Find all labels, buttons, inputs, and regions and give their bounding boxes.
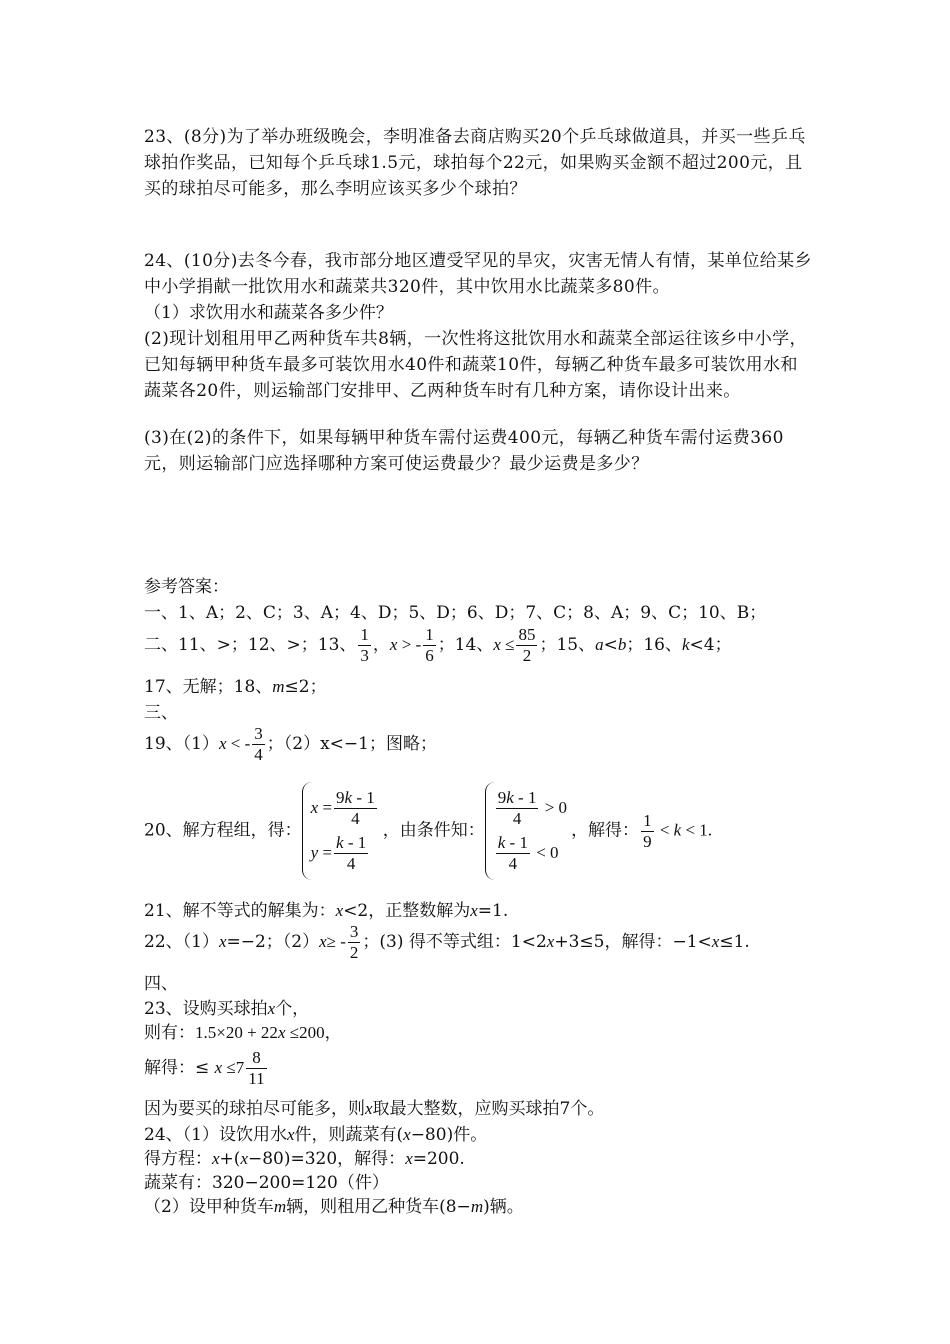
text: ≤7 — [222, 1058, 245, 1077]
fraction — [334, 788, 377, 829]
answer-24-line-2 — [144, 1146, 814, 1172]
text: +( — [219, 1149, 241, 1169]
denominator: 4 — [254, 745, 263, 764]
variable: x — [277, 1023, 286, 1042]
text: 9 — [497, 788, 507, 807]
variable: x — [319, 932, 327, 951]
answers-section-1: 一、1、A；2、C；3、A；4、D；5、D；6、D；7、C；8、A；9、C；10、B； — [144, 603, 767, 623]
variable: k — [336, 833, 344, 852]
answer-23-line-2 — [144, 1020, 814, 1046]
denominator: 3 — [360, 646, 369, 665]
variable: m — [470, 1197, 484, 1216]
denominator: 4 — [508, 854, 518, 873]
text: < 1. — [681, 820, 713, 840]
question-24-part-3: (3)在(2)的条件下，如果每辆甲种货车需付运费400元，每辆乙种货车需付运费360元，则运输部门应选择哪种方案可使运费最少？最少运费是多少？ — [144, 428, 784, 474]
text: 9 — [336, 788, 345, 807]
text: ≤1. — [719, 932, 750, 952]
text: 个， — [275, 999, 310, 1019]
system-row — [311, 788, 379, 829]
text: −80)件。 — [410, 1125, 488, 1145]
answer-21 — [144, 898, 814, 924]
text: ；（2）x<−1；图略； — [266, 734, 437, 754]
answers-heading: 参考答案： — [144, 577, 229, 597]
fraction — [496, 833, 530, 874]
text: 件，则蔬菜有( — [294, 1125, 404, 1145]
variable: x — [389, 635, 398, 654]
text: ；15、 — [539, 635, 596, 655]
denominator: 4 — [512, 809, 522, 828]
variable: m — [273, 1197, 287, 1216]
answer-22 — [144, 922, 814, 963]
condition-system — [485, 782, 571, 880]
text: （2）设甲种货车 — [144, 1197, 274, 1217]
variable: x — [310, 798, 319, 817]
fraction — [423, 625, 436, 666]
numerator — [496, 833, 530, 854]
variable: x — [470, 901, 478, 920]
fraction — [348, 922, 361, 963]
text: <4； — [689, 635, 732, 655]
text: 辆，则租用乙种货车(8− — [286, 1197, 471, 1217]
variable: x — [286, 1125, 295, 1144]
system-row — [494, 833, 567, 874]
text: ；14、 — [437, 635, 494, 655]
question-23: 23、(8分)为了举办班级晚会，李明准备去商店购买20个乒乓球做道具，并买一些乒乓球拍作奖品，已知每个乒乓球1.5元，球拍每个22元，如果购买金额不超过200元，且买的球拍尽可能多，那么李明应该买多少个球拍？ — [144, 127, 806, 199]
text: 22、（1） — [144, 932, 219, 952]
answers-section-2 — [144, 625, 814, 666]
numerator: 1 — [360, 625, 369, 644]
fraction — [358, 625, 371, 666]
text: =200. — [412, 1149, 465, 1169]
answer-23-line-3 — [144, 1048, 814, 1089]
variable: x — [711, 932, 720, 951]
denominator: 9 — [643, 831, 652, 851]
text: ；(3) 得不等式组：1<2 — [362, 932, 547, 952]
answer-24-line-3: 蔬菜有：320−200=120（件） — [144, 1173, 389, 1193]
text: =1. — [477, 901, 509, 921]
text: > - — [397, 635, 422, 654]
text: - 1 — [505, 833, 528, 852]
text: 二、11、>；12、>；13、 — [144, 635, 357, 655]
fraction — [246, 1048, 266, 1089]
answers-section-3-heading: 三、 — [144, 703, 178, 723]
text: +3≤5，解得：−1< — [554, 932, 712, 952]
text: ，由条件知： — [382, 820, 485, 841]
numerator — [334, 833, 368, 854]
fraction — [496, 788, 539, 829]
text: ≥ - — [326, 932, 346, 951]
denominator: 4 — [351, 809, 360, 828]
variable: y — [310, 843, 319, 862]
text: 21、解不等式的解集为： — [144, 901, 336, 921]
variable: k — [344, 788, 353, 807]
variable: x — [335, 901, 344, 920]
text: < — [603, 635, 618, 655]
numerator — [496, 788, 539, 809]
text: 19、（1） — [144, 734, 219, 754]
denominator: 2 — [522, 646, 532, 665]
denominator: 6 — [425, 646, 434, 665]
text: 23、设购买球拍 — [144, 999, 268, 1019]
answer-20 — [144, 782, 814, 880]
text: < — [655, 820, 674, 840]
text: 20、解方程组，得： — [144, 820, 302, 841]
text: ≤2； — [284, 677, 327, 697]
text: 1.5×20 + 22 — [195, 1023, 278, 1042]
variable: x — [267, 999, 276, 1018]
text: =−2；（2） — [226, 932, 320, 952]
solution-system — [302, 782, 383, 880]
variable: k — [497, 833, 506, 852]
text: - 1 — [352, 788, 375, 807]
text: = — [318, 798, 333, 817]
text: > 0 — [540, 798, 568, 817]
question-24-stem: 24、(10分)去冬今春，我市部分地区遭受罕见的旱灾，灾害无情人有情，某单位给某乡中小学捐献一批饮用水和蔬菜共320件，其中饮用水比蔬菜多80件。 — [144, 251, 812, 297]
numerator: 1 — [643, 810, 652, 830]
answer-24-line-4 — [144, 1194, 814, 1220]
numerator: 1 — [425, 625, 434, 644]
text: ，解得： — [571, 820, 640, 841]
numerator: 3 — [254, 724, 263, 743]
numerator: 85 — [518, 625, 536, 644]
text: ≤200， — [285, 1023, 342, 1042]
text: ≤ — [500, 635, 515, 654]
variable: x — [218, 734, 227, 753]
fraction — [516, 625, 537, 666]
variable: k — [506, 788, 514, 807]
variable: m — [272, 677, 285, 696]
answer-24-line-1 — [144, 1122, 814, 1148]
system-row — [494, 788, 567, 829]
answer-23-line-4 — [144, 1096, 814, 1122]
text: 因为要买的球拍尽可能多，则 — [144, 1099, 365, 1119]
numerator: 8 — [246, 1048, 266, 1069]
variable: x — [403, 1125, 411, 1144]
answer-23-line-1 — [144, 996, 814, 1022]
text: −80)=320，解得： — [247, 1149, 406, 1169]
text: 取最大整数，应购买球拍7个。 — [372, 1099, 605, 1119]
variable: a — [595, 635, 604, 654]
variable: k — [673, 820, 682, 840]
denominator: 11 — [248, 1069, 265, 1088]
variable: x — [214, 1058, 223, 1077]
denominator: 4 — [346, 854, 356, 873]
variable: x — [218, 932, 227, 951]
answers-line-17-18 — [144, 674, 814, 700]
variable: k — [682, 635, 690, 654]
text: < - — [226, 734, 251, 753]
text: 得方程： — [144, 1149, 212, 1169]
variable: b — [617, 635, 627, 654]
variable: x — [365, 1099, 373, 1118]
variable: x — [546, 932, 555, 951]
answers-section-4-heading: 四、 — [144, 974, 178, 994]
numerator — [334, 788, 377, 809]
text: 解得：≤ — [144, 1058, 215, 1078]
numerator: 3 — [349, 922, 359, 941]
text: <2，正整数解为 — [343, 901, 471, 921]
fraction — [252, 724, 265, 765]
variable: x — [212, 1149, 220, 1168]
text: < 0 — [531, 843, 559, 862]
text: ， — [372, 635, 390, 655]
fraction — [334, 833, 368, 874]
question-24-part-1: （1）求饮用水和蔬菜各多少件？ — [144, 303, 393, 323]
variable: x — [405, 1149, 413, 1168]
fraction — [641, 811, 654, 852]
text: - 1 — [343, 833, 367, 852]
text: 17、无解；18、 — [144, 677, 273, 697]
question-24-part-2: (2)现计划租用甲乙两种货车共8辆，一次性将这批饮用水和蔬菜全部运往该乡中小学，已知每辆甲种货车最多可装饮用水40件和蔬菜10件，每辆乙种货车最多可装饮用水和蔬菜各20件，则运输部门安排甲、乙两种货车时有几种方案，请你设计出来。 — [144, 329, 807, 401]
system-row — [311, 833, 379, 874]
text: )辆。 — [483, 1197, 524, 1217]
text: 24、（1）设饮用水 — [144, 1125, 287, 1145]
text: 则有： — [144, 1023, 195, 1043]
text: - 1 — [513, 788, 537, 807]
variable: x — [240, 1149, 248, 1168]
text: ；16、 — [626, 635, 682, 655]
answer-19 — [144, 724, 814, 765]
text: = — [318, 843, 333, 862]
denominator: 2 — [349, 943, 359, 962]
variable: x — [493, 635, 501, 654]
